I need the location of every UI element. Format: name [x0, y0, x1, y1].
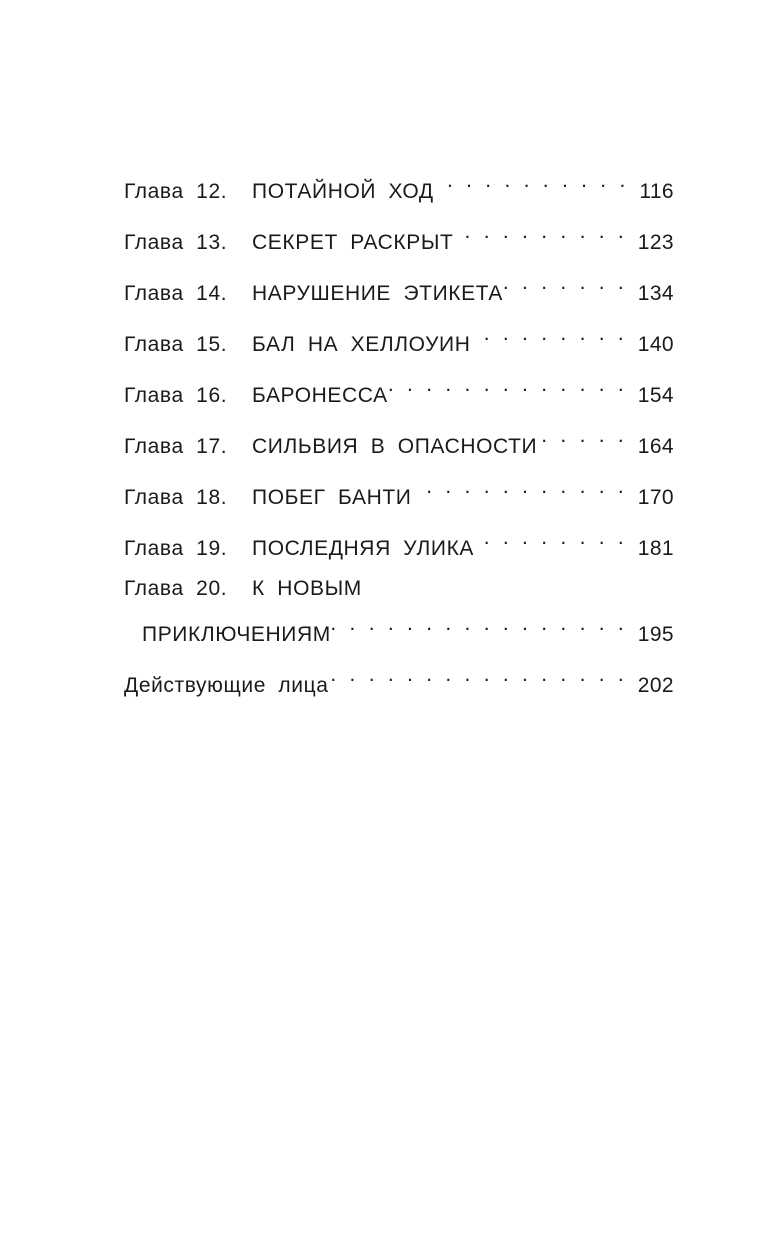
page-number: 134	[637, 282, 674, 305]
chapter-title: ПОТАЙНОЙ ХОД	[252, 180, 434, 203]
chapter-number: Глава 12.	[124, 180, 228, 203]
toc-entry-chapter-20[interactable]	[124, 572, 674, 646]
chapter-number: Глава 20.	[124, 577, 228, 600]
toc-entry-chapter-13[interactable]	[124, 215, 674, 254]
toc-entry-chapter-14[interactable]	[124, 266, 674, 305]
page-number: 123	[637, 231, 674, 254]
dot-leader	[388, 368, 638, 402]
page-number: 195	[637, 623, 674, 646]
chapter-number: Глава 17.	[124, 435, 228, 458]
toc-entry-chapter-15[interactable]	[124, 317, 674, 356]
toc-entry-characters[interactable]	[124, 658, 674, 697]
dot-leader	[329, 658, 638, 692]
toc-entry-chapter-12[interactable]	[124, 164, 674, 203]
chapter-title-line-2: ПРИКЛЮЧЕНИЯМ	[142, 623, 331, 646]
chapter-number: Глава 13.	[124, 231, 228, 254]
dot-leader	[331, 607, 638, 641]
toc-entry-chapter-18[interactable]	[124, 470, 674, 509]
chapter-title: ПОБЕГ БАНТИ	[252, 486, 412, 509]
chapter-title: БАЛ НА ХЕЛЛОУИН	[252, 333, 471, 356]
dot-leader	[434, 164, 640, 198]
chapter-number: Глава 19.	[124, 537, 228, 560]
page-number: 170	[637, 486, 674, 509]
chapter-number: Глава 18.	[124, 486, 228, 509]
page-number: 181	[637, 537, 674, 560]
dot-leader	[453, 215, 637, 249]
chapter-title: БАРОНЕССА	[252, 384, 388, 407]
dot-leader	[471, 317, 638, 351]
dot-leader	[503, 266, 638, 300]
chapter-title: ПОСЛЕДНЯЯ УЛИКА	[252, 537, 475, 560]
table-of-contents	[124, 164, 674, 709]
toc-entry-chapter-17[interactable]	[124, 419, 674, 458]
page-number: 202	[637, 674, 674, 697]
chapter-number: Глава 16.	[124, 384, 228, 407]
characters-title: Действующие лица	[124, 674, 329, 697]
chapter-number: Глава 14.	[124, 282, 228, 305]
toc-entry-chapter-19[interactable]	[124, 521, 674, 560]
dot-leader	[411, 470, 637, 504]
page-number: 116	[639, 180, 674, 203]
chapter-title: СЕКРЕТ РАСКРЫТ	[252, 231, 454, 254]
chapter-title: СИЛЬВИЯ В ОПАСНОСТИ	[252, 435, 538, 458]
page-number: 154	[637, 384, 674, 407]
chapter-title: НАРУШЕНИЕ ЭТИКЕТА	[252, 282, 504, 305]
page-number: 164	[637, 435, 674, 458]
toc-entry-chapter-16[interactable]	[124, 368, 674, 407]
page-number: 140	[637, 333, 674, 356]
dot-leader	[474, 521, 638, 555]
dot-leader	[537, 419, 638, 453]
chapter-number: Глава 15.	[124, 333, 228, 356]
chapter-title-line-1: К НОВЫМ	[252, 577, 362, 600]
